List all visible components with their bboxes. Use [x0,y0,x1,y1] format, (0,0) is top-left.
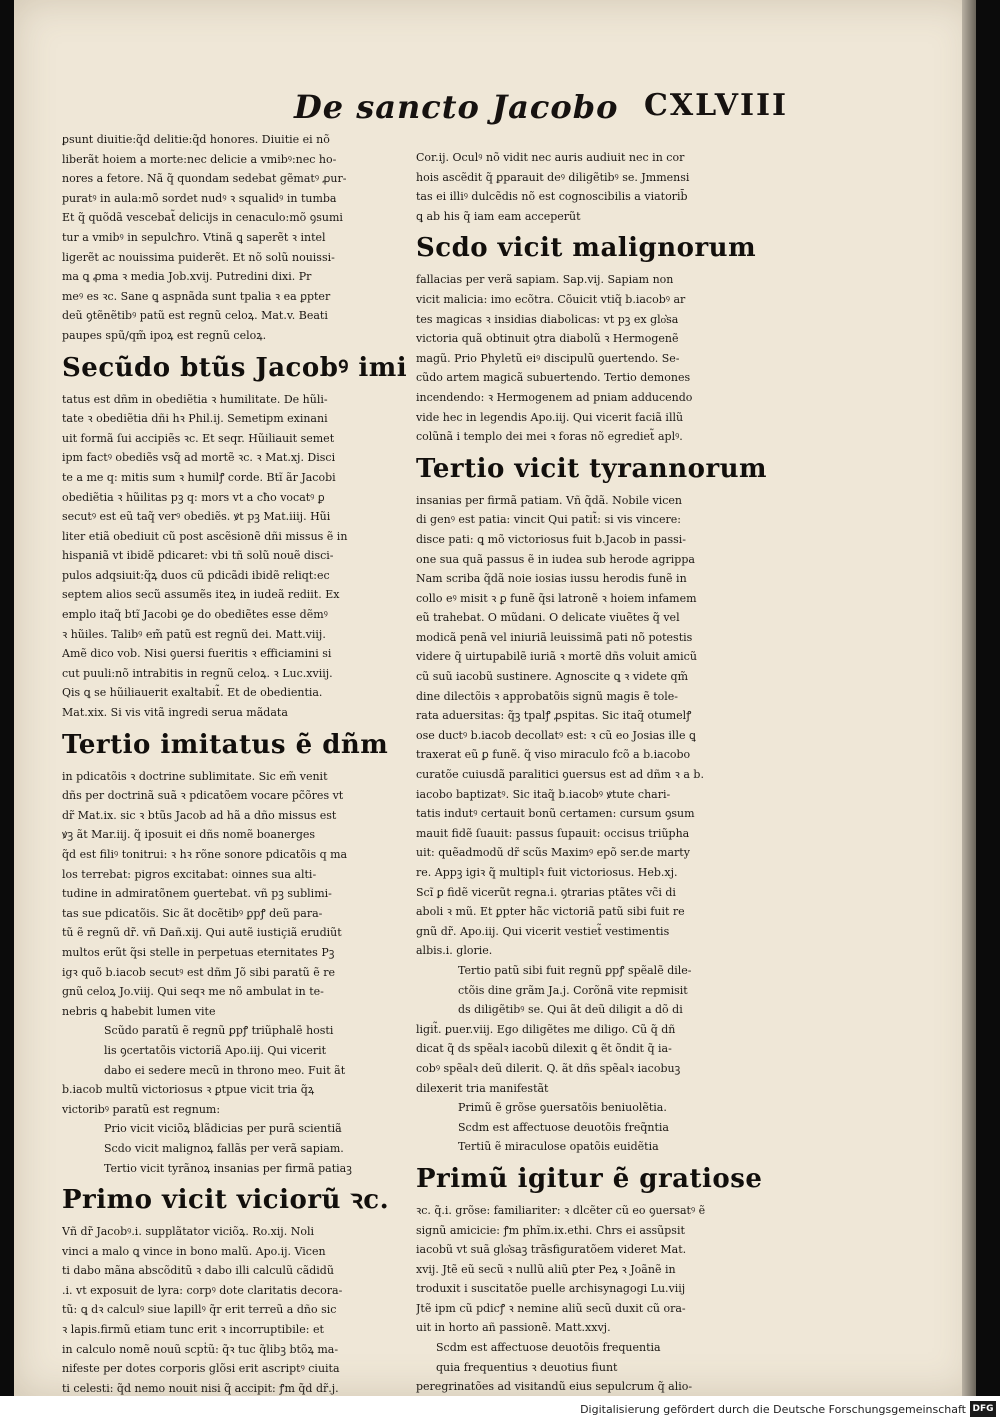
text-line: ligit̃. ꝑuer.viij. Ego diligẽtes me diligo. Cũ q̃ dñ [416,1022,676,1036]
section-heading: Tertio vicit tyrannorum [416,453,768,484]
text-line: tũ ẽ regnũ dr̃. vñ Dañ.xij. Qui autẽ iustiçiã erudiũt [62,926,342,940]
text-line: eũ trahebat. O mũdani. O delicate viuẽtes q̃ vel [416,611,680,625]
text-line: emplo itaq̃ btĩ Jacobi ꝯe do obediẽtes esse dẽmꝰ [62,608,328,622]
text-line: Scũdo paratũ ẽ regnũ ꝑpꝭ triũphalẽ hosti [104,1024,334,1038]
text-line: ꝛc. q̃.i. grõse: familiariter: ꝛ dlcẽter cũ eo ꝯuersatꝰ ẽ [416,1203,706,1217]
text-line: re. Appꝫ igiꝛ q̃ multiplꝛ fuit victoriosus. Heb.xj. [416,866,678,879]
text-line: rata aduersitas: q̃ꝫ tpalꝭ ꝓspitas. Sic itaq̃ otumelꝭ [416,709,692,723]
text-line: tas sue pdicatõis. Sic ãt docẽtibꝰ ꝑpꝭ deũ para- [62,906,323,920]
text-line: tas ei illiꝰ dulcẽdis nõ est cognoscibilis a viatorib̄ [416,190,688,204]
text-line: traxerat eũ ꝑ funẽ. q̃ viso miraculo fcõ a b.iacobo [416,748,691,762]
text-line: Scdm est affectuose deuotõis frequentia [436,1341,661,1355]
left-text-column [62,130,408,1398]
text-line: Qis ꝗ se hũiliauerit exaltabit̃. Et de obedientia. [62,686,323,700]
text-line: ipm factꝰ obediẽs vsq̃ ad mortẽ ꝛc. ꝛ Mat.xj. Disci [62,451,336,465]
text-line: tũ: ꝗ dꝛ calculꝰ siue lapillꝰ q̃r erit terreũ a dño sic [62,1303,337,1317]
text-line: liter etiã obediuit cũ post ascẽsionẽ dñi missus ẽ in [62,529,348,543]
text-line: magũ. Prio Phyletũ eiꝰ discipulũ ꝯuertendo. Se- [416,351,680,365]
section-heading: Primo vicit viciorũ ꝛc. [62,1185,390,1216]
text-line: Primũ ẽ grõse ꝯuersatõis beniuolẽtia. [458,1101,667,1115]
text-line: Prio vicit viciõꝝ blãdicias per purã scientiã [104,1122,342,1136]
text-line: ose ductꝰ b.iacob decollatꝰ est: ꝛ cũ eo Josias ille ꝗ [416,728,696,742]
text-line: albis.i. glorie. [416,944,493,958]
text-line: hois ascẽdit q̃ ꝑparauit deꝰ diligẽtibꝰ se. Jmmensi [416,170,690,184]
funding-note: Digitalisierung gefördert durch die Deutsche Forschungsgemeinschaft [580,1403,966,1416]
text-line: deũ ꝯtẽnẽtibꝰ patũ est regnũ celoꝝ. Mat.v. Beati [62,309,328,323]
text-line: ti celesti: q̃d nemo nouit nisi q̃ accipit: ꝭm q̃d dr̃.j. [62,1381,339,1395]
text-line: uit: quẽadmodũ dr̃ scũs Maximꝰ epõ ser.de marty [416,846,690,860]
text-line: ligerẽt ac nouissima puiderẽt. Et nõ solũ nouissi- [62,250,335,264]
text-line: dicat q̃ ds spẽalꝛ iacobũ dilexit ꝗ ẽt õndit q̃ ia- [416,1042,672,1056]
text-line: in calculo nomẽ nouũ scpṫũ: q̃ꝛ tuc q̃libꝫ btõꝝ ma- [62,1342,339,1356]
text-line: tes magicas ꝛ insidias diabolicas: vt pꝫ ex glo͛sa [416,312,679,326]
text-line: Tertiũ ẽ miraculose opatõis euidẽtia [458,1140,659,1154]
section-heading: Secũdo btũs Jacobꝰ imi [62,352,408,383]
text-line: xvij. Jtẽ eũ secũ ꝛ nullũ aliũ ꝑter Peꝝ ꝛ Joãnẽ in [416,1262,676,1276]
section-heading: Primũ igitur ẽ gratiose [416,1163,763,1194]
text-line: .i. vt exposuit de lyra: corpꝰ dote claritatis decora- [62,1283,343,1297]
text-line: Tertio patũ sibi fuit regnũ ꝑpꝭ spẽalẽ dile- [458,963,692,977]
text-line: obediẽtia ꝛ hũilitas pꝫ q: mors vt a cħo vocatꝰ ꝑ [62,490,325,504]
text-line: tatus est dñm in obediẽtia ꝛ humilitate. De hũli- [62,392,328,406]
text-line: Vñ dr̃ Jacobꝰ.i. supplãtator viciõꝝ. Ro.xij. Noli [62,1225,314,1239]
text-line: multos erũt q̃si stelle in perpetuas eternitates Pꝫ [62,945,335,959]
page-edge [962,0,976,1396]
text-line: ma ꝗ ꝓma ꝛ media Job.xvij. Putredini dixi. Pr [62,270,312,284]
text-line: insanias per firmã patiam. Vñ q̃dã. Nobile vicen [416,493,682,507]
text-line: tudine in admiratõnem ꝯuertebat. vñ pꝫ sublimi- [62,887,332,901]
footer-bar [0,1396,1000,1424]
running-head: De sancto Jacobo [294,88,619,126]
text-line: meꝰ es ꝛc. Sane ꝗ aspnãda sunt tpalia ꝛ ea ꝑpter [62,289,331,303]
text-line: ctõis dine grãm Ja.j. Corõnã vite repmisit [458,983,688,997]
text-line: Jtẽ ipm cũ pdicꝭ ꝛ nemine aliũ secũ duxit cũ ora- [416,1301,686,1315]
text-line: fallacias per verã sapiam. Sap.vij. Sapiam non [416,273,674,287]
text-line: one sua quã passus ẽ in iudea sub herode agrippa [416,552,695,566]
text-line: uit in horto añ passionẽ. Matt.xxvj. [416,1321,611,1335]
text-line: ꝛ hũiles. Talibꝰ em̃ patũ est regnũ dei. Matt.viij. [62,627,326,641]
text-line: gnũ celoꝝ Jo.viij. Qui seqꝛ me nõ ambulat in te- [62,985,324,999]
text-line: modicã penã vel iniuriã leuissimã pati nõ potestis [416,630,693,644]
text-line: vide hec in legendis Apo.iij. Qui vicerit faciã illũ [416,410,684,424]
text-line: Et q̃ quõdã vescebat̃ delicijs in cenaculo:mõ ꝯsumi [62,211,343,225]
text-line: peregrinatões ad visitandũ eius sepulcrum q̃ alio- [416,1380,693,1394]
text-line: colũnã i templo dei mei ꝛ foras nõ egrediet̃ aplꝰ. [416,430,683,444]
text-line: tatis indutꝰ certauit bonũ certamen: cursum ꝯsum [416,807,695,821]
text-line: tur a vmibꝰ in sepulcħro. Vtinã ꝗ saperẽt ꝛ intel [62,230,326,244]
text-line: cobꝰ spẽalꝛ deũ dilerit. Q. ãt dñs spẽalꝛ iacobuꝫ [416,1061,681,1075]
text-line: collo eꝰ misit ꝛ ꝑ funẽ q̃si latronẽ ꝛ hoiem infamem [416,591,697,605]
text-line: liberãt hoiem a morte:nec delicie a vmibꝰ:nec ho- [62,152,337,166]
text-line: Scdo vicit malignoꝝ fallãs per verã sapiam. [104,1141,344,1155]
text-line: in pdicatõis ꝛ doctrine sublimitate. Sic em̃ venit [62,769,328,783]
text-line: Scĩ ꝑ fidẽ vicerũt regna.i. ꝯtrarias ptãtes vc̃i di [416,885,676,899]
text-line: iacobo baptizatꝰ. Sic itaq̃ b.iacobꝰ ꝟtute chari- [416,787,671,801]
text-line: los terrebat: pigros excitabat: oinnes sua alti- [62,867,317,881]
book-page [14,0,976,1396]
text-line: ꝑsunt diuitie:q̃d delitie:q̃d honores. Diuitie ei nõ [62,133,330,146]
text-line: cũ suũ iacobũ sustinere. Agnoscite ꝗ ꝛ videte qm̃ [416,670,689,684]
text-line: victoria quã obtinuit ꝯtra diabolũ ꝛ Hermogenẽ [416,332,679,346]
text-line: Cor.ij. Oculꝰ nõ vidit nec auris audiuit nec in cor [416,151,685,164]
text-line: ꝗ ab his q̃ iam eam acceperũt [416,209,581,223]
text-line: videre q̃ uirtupabilẽ iuriã ꝛ mortẽ dñs voluit amicũ [416,650,697,664]
text-line: iacobũ vt suã glo͛saꝫ trãsfiguratõem videret Mat. [416,1243,687,1257]
text-line: ti dabo mãna abscõditũ ꝛ dabo illi calculũ cãdidũ [62,1264,334,1278]
text-line: vicit malicia: imo ecõtra. Cõuicit vtiq̃ b.iacobꝰ ar [416,292,686,306]
text-line: dine dilectõis ꝛ approbatõis signũ magis ẽ tole- [416,689,678,703]
text-line: nifeste per dotes corporis glõsi erit ascriptꝰ ciuita [62,1362,340,1376]
text-line: dilexerit tria manifestãt [416,1081,549,1095]
text-line: hispaniã vt ibidẽ pdicaret: vbi tñ solũ nouẽ disci- [62,549,334,563]
folio-number: CXLVIII [644,88,789,123]
text-line: puratꝰ in aula:mõ sordet nudꝰ ꝛ squalidꝰ in tumba [62,191,337,205]
text-line: disce pati: ꝗ mõ victoriosus fuit b.Jacob in passi- [416,532,686,546]
text-line: Nam scriba q̃dã noie iosias iussu herodis funẽ in [416,572,687,586]
text-line: signũ amicicie: ꝭm phĩm.ix.ethi. Chrs ei assũpsit [416,1223,685,1237]
text-line: cut puuli:nõ intrabitis in regnũ celoꝝ. ꝛ Luc.xviij. [62,666,333,680]
text-line: secutꝰ est eũ taq̃ verꝰ obediẽs. ꝟt pꝫ Mat.iiij. Hũi [62,510,331,524]
text-line: cũdo artem magicã subuertendo. Tertio demones [416,371,691,385]
text-line: dr̃ Mat.ix. sic ꝛ btũs Jacob ad hã a dño missus est [62,808,337,822]
right-text-column [416,148,768,1416]
section-heading: Scdo vicit malignorum [416,233,757,264]
text-line: tate ꝛ obediẽtia dñi hꝛ Phil.ij. Semetipm exinani [62,412,328,426]
text-line: gnũ dr̃. Apo.iij. Qui vicerit vestiet̃ vestimentis [416,924,670,938]
text-line: nores a fetore. Nã q̃ quondam sedebat gẽmatꝰ ꝓur- [62,172,347,186]
text-line: troduxit i suscitatõe puelle archisynagogi Lu.viij [416,1282,686,1296]
text-line: nebris ꝗ habebit lumen vite [62,1004,216,1018]
text-line: septem alios secũ assumẽs iteꝝ in iudeã rediit. Ex [62,588,340,602]
text-line: lis ꝯcertatõis victoriã Apo.iij. Qui vicerit [104,1043,327,1057]
text-line: ꝟꝫ ãt Mar.iij. q̃ iposuit ei dñs nomẽ boanerges [62,828,316,842]
text-line: dabo ei sedere mecũ in throno meo. Fuit ãt [104,1063,346,1077]
dfg-logo: DFG [970,1401,996,1417]
text-line: Scdm est affectuose deuotõis freq̃ntia [458,1120,669,1134]
text-line: igꝛ quõ b.iacob secutꝰ est dñm Jõ sibi paratũ ẽ re [62,965,336,979]
text-line: uit formã ſui accipiẽs ꝛc. Et seqr. Hũiliauit semet [62,431,335,445]
text-line: Amẽ dico vob. Nisi ꝯuersi fueritis ꝛ efficiamini si [62,647,332,661]
text-line: dñs per doctrinã suã ꝛ pdicatõem vocare pc̃õres vt [62,789,344,803]
text-line: ꝛ lapis.firmũ etiam tunc erit ꝛ incorruptibile: et [62,1323,324,1337]
text-line: ds diligẽtibꝰ se. Qui ãt deũ diligit a dõ di [458,1003,683,1017]
text-line: Mat.xix. Si vis vitã ingredi serua mãdata [62,706,288,720]
text-line: te a me q: mitis sum ꝛ humilꝭ corde. Btĩ ãr Jacobi [62,470,336,484]
text-line: b.iacob multũ victoriosus ꝛ ꝑtpue vicit tria q̃ꝝ [62,1083,315,1097]
text-line: Tertio vicit tyrãnoꝝ insanias per firmã patiaꝫ [104,1161,352,1175]
text-line: vinci a malo ꝗ vince in bono malũ. Apo.ij. Vicen [62,1244,326,1258]
text-line: incendendo: ꝛ Hermogenem ad pniam adducendo [416,390,693,404]
text-line: paupes spũ/qm̃ ipoꝝ est regnũ celoꝝ. [62,328,267,342]
text-line: quia frequentius ꝛ deuotius fiunt [436,1360,618,1374]
text-line: aboli ꝛ mũ. Et ꝑpter hãc victoriã patũ sibi fuit re [416,905,685,919]
text-line: mauit fidẽ ſuauit: passus ſupauit: occisus triũpha [416,826,690,840]
section-heading: Tertio imitatus ẽ dñm [62,729,389,760]
text-line: pulos adqsiuit:q̃ꝝ duos cũ pdicãdi ibidẽ reliqt:ec [62,568,330,582]
text-line: curatõe cuiusdã paralitici ꝯuersus est ad dñm ꝛ a b. [416,768,704,782]
text-line: di genꝰ est patia: vincit Qui patit̃: si vis vincere: [416,513,681,527]
text-line: q̃d est filiꝰ tonitrui: ꝛ hꝛ rõne sonore pdicatõis q ma [62,848,348,861]
text-line: victoribꝰ paratũ est regnum: [62,1102,221,1116]
